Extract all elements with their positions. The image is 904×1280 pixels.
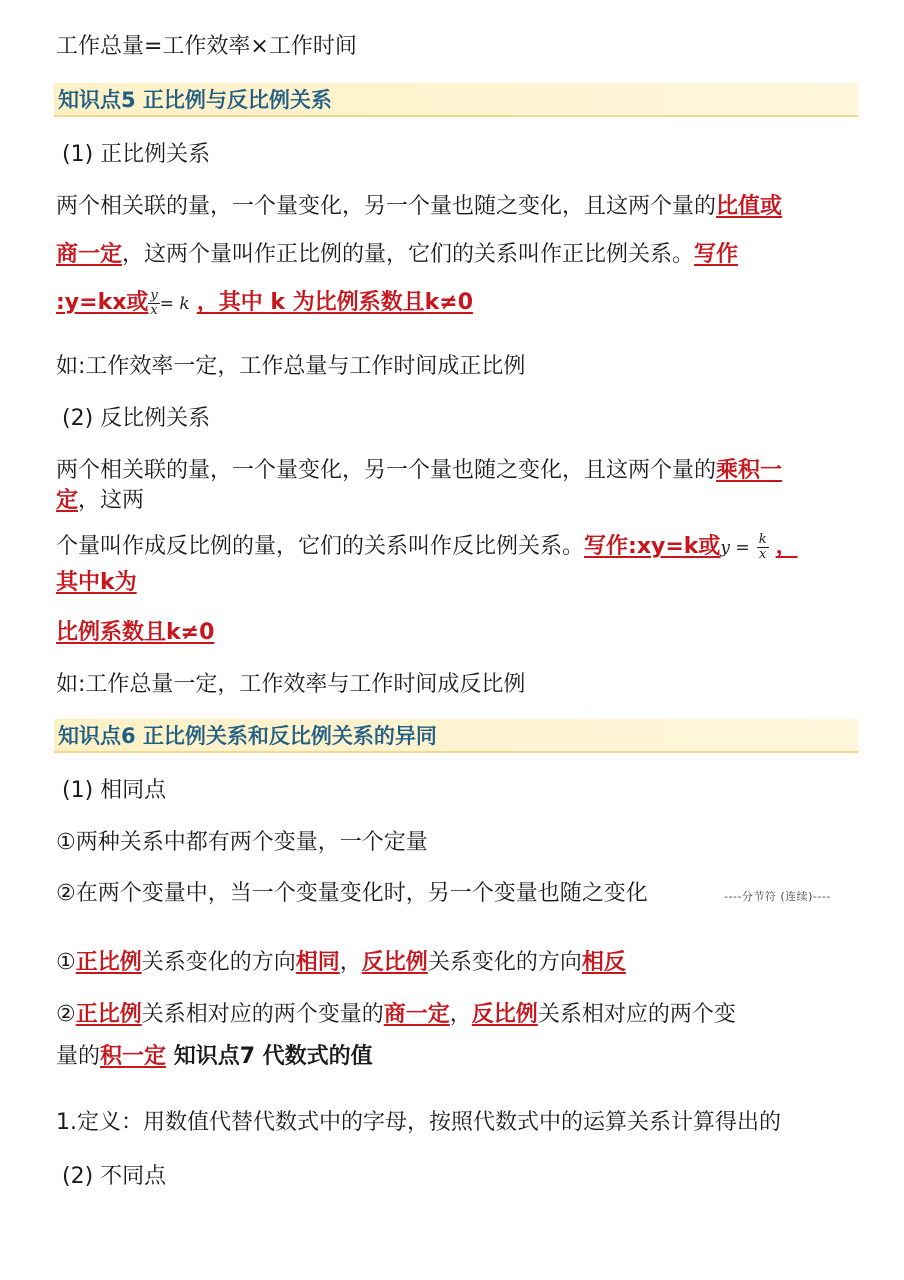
text: 个量叫作成反比例的量，它们的关系叫作反比例关系。	[56, 534, 585, 559]
emphasis: 比例系数且k≠0	[56, 620, 215, 645]
example-inverse: 如:工作总量一定，工作效率与工作时间成反比例	[56, 672, 526, 697]
emphasis: 乘积一	[716, 458, 783, 483]
fraction-k-over-x	[757, 533, 769, 562]
text: 两个相关联的量，一个量变化，另一个量也随之变化，且这两个量的	[56, 194, 717, 219]
paragraph-direct-line3	[56, 286, 473, 321]
subheading-direct-proportion: (1) 正比例关系	[62, 142, 211, 167]
fraction-numerator: y	[150, 287, 158, 303]
emphasis: 正比例	[75, 1002, 142, 1027]
emphasis: 商一定	[56, 242, 123, 267]
fraction-y-over-x	[148, 289, 159, 318]
definition-line: 1.定义：用数值代替代数式中的字母，按照代数式中的运算关系计算得出的	[56, 1110, 781, 1135]
subheading-similarities: (1) 相同点	[62, 778, 167, 803]
emphasis: ，其中 k 为比例系数且k≠0	[196, 290, 474, 315]
paragraph-inverse-line2	[56, 484, 144, 518]
difference-1	[56, 946, 626, 980]
heading-knowledge-point-5: 知识点5 正比例与反比例关系	[54, 83, 858, 117]
text: ，这两	[78, 488, 145, 513]
text: ，这两个量叫作正比例的量，它们的关系叫作正比例关系。	[122, 242, 695, 267]
math-text: = k	[159, 294, 190, 314]
emphasis: ，	[775, 534, 798, 559]
fraction-denominator: x	[150, 302, 158, 318]
emphasis: 相反	[581, 950, 626, 975]
formula-emphasis: :y=kx或	[56, 290, 149, 315]
text: 关系变化的方向	[427, 950, 582, 975]
emphasis: 正比例	[75, 950, 142, 975]
text: 关系相对应的两个变	[537, 1002, 736, 1027]
heading-knowledge-point-7: 知识点7 代数式的值	[166, 1044, 373, 1069]
paragraph-inverse-line3	[56, 530, 798, 565]
paragraph-inverse-line5	[56, 616, 214, 650]
text: ，	[449, 1002, 472, 1027]
emphasis: 定	[56, 488, 79, 513]
subheading-inverse-proportion: (2) 反比例关系	[62, 406, 211, 431]
difference-2	[56, 998, 736, 1032]
text: ②	[56, 1002, 76, 1027]
emphasis: 反比例	[361, 950, 428, 975]
fraction-denominator: x	[758, 546, 767, 562]
section-break-marker: ----分节符 (连续)----	[724, 890, 831, 903]
text: 关系变化的方向	[141, 950, 296, 975]
paragraph-direct-line1	[56, 190, 782, 224]
emphasis: 积一定	[100, 1044, 167, 1069]
formula-emphasis: 写作:xy=k或	[584, 534, 721, 559]
subheading-differences: (2) 不同点	[62, 1164, 167, 1189]
text: ①	[56, 950, 76, 975]
similarity-2: ②在两个变量中，当一个变量变化时，另一个变量也随之变化	[56, 881, 648, 906]
text: 量的	[56, 1044, 101, 1069]
example-direct: 如:工作效率一定，工作总量与工作时间成正比例	[56, 354, 526, 379]
emphasis: 反比例	[471, 1002, 538, 1027]
fraction-numerator: k	[758, 531, 767, 547]
emphasis: 写作	[694, 242, 739, 267]
text: 两个相关联的量，一个量变化，另一个量也随之变化，且这两个量的	[56, 458, 717, 483]
emphasis: 商一定	[383, 1002, 450, 1027]
emphasis: 其中k为	[56, 570, 137, 595]
paragraph-direct-line2	[56, 238, 738, 272]
formula-line: 工作总量=工作效率×工作时间	[56, 34, 357, 59]
paragraph-inverse-line4	[56, 566, 137, 600]
emphasis: 相同	[295, 950, 340, 975]
heading-knowledge-point-6: 知识点6 正比例关系和反比例关系的异同	[54, 719, 858, 753]
math-text: y =	[720, 538, 750, 558]
emphasis: 比值或	[716, 194, 783, 219]
text: ，	[339, 950, 362, 975]
difference-2-cont	[56, 1040, 373, 1074]
paragraph-inverse-line1	[56, 454, 782, 488]
text: 关系相对应的两个变量的	[141, 1002, 384, 1027]
similarity-1: ①两种关系中都有两个变量，一个定量	[56, 830, 428, 855]
